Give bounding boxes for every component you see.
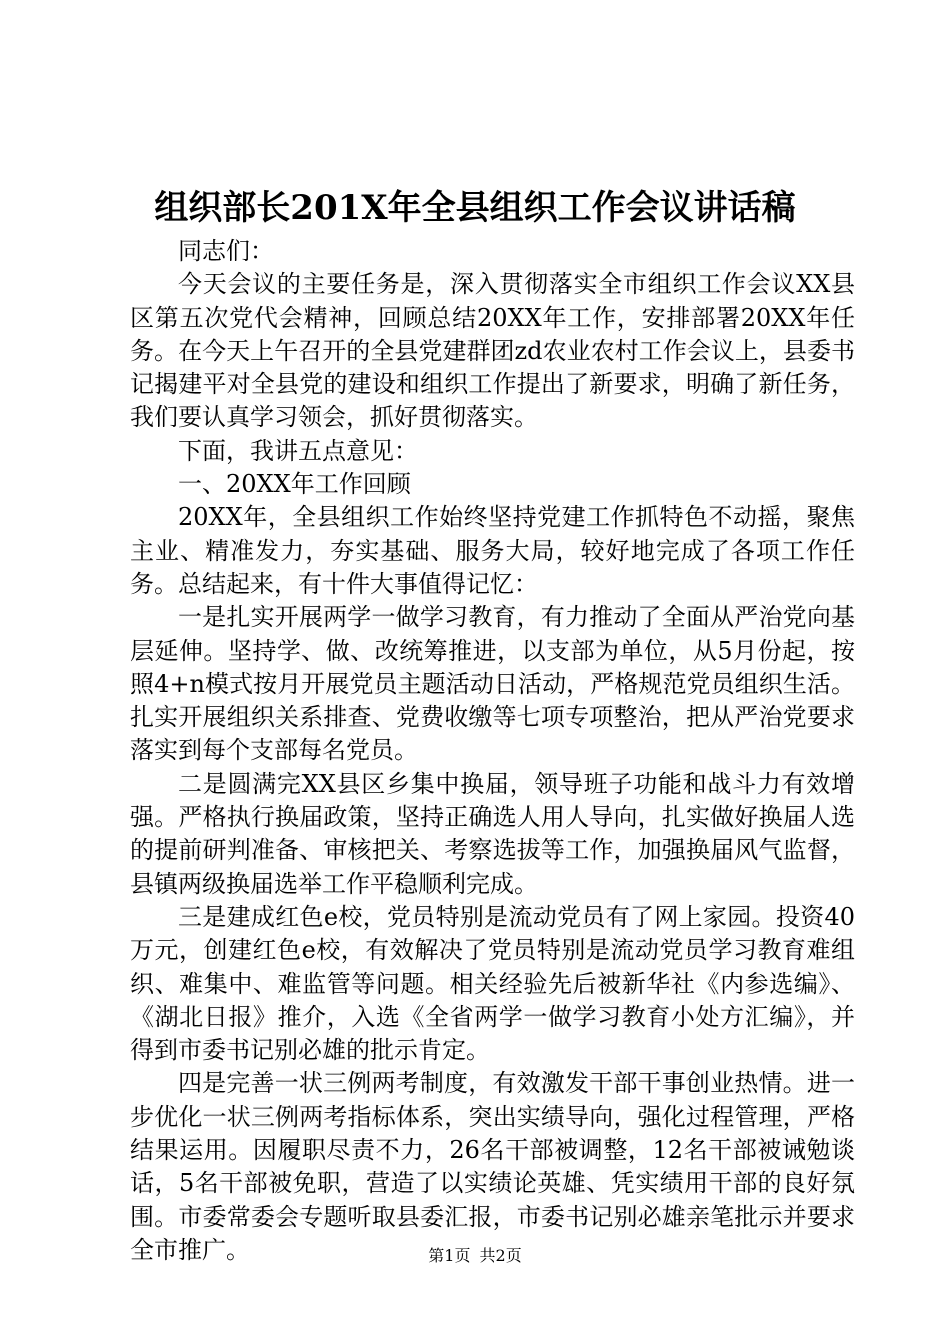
paragraph-item-2: 二是圆满完XX县区乡集中换届，领导班子功能和战斗力有效增强。严格执行换届政策，坚持正确选人用人导向，扎实做好换届人选的提前研判准备、审核把关、考察选拔等工作，加强换届风气监督，县镇两级换届选举工作平稳顺利完成。 <box>130 769 855 898</box>
paragraph-item-4: 四是完善一状三例两考制度，有效激发干部干事创业热情。进一步优化一状三例两考指标体系，突出实绩导向，强化过程管理，严格结果运用。因履职尽责不力，26名干部被调整，12名干部被诫勉谈话，5名干部被免职，营造了以实绩论英雄、凭实绩用干部的良好氛围。市委常委会专题听取县委汇报，市委书记别必雄亲笔批示并要求全市推广。 <box>130 1069 855 1264</box>
page-number: 第1页 <box>428 1246 471 1265</box>
document-title: 组织部长201X年全县组织工作会议讲话稿 <box>154 188 796 228</box>
page-footer <box>0 1245 950 1267</box>
paragraph-intro: 今天会议的主要任务是，深入贯彻落实全市组织工作会议XX县区第五次党代会精神，回顾总结20XX年工作，安排部署20XX年任务。在今天上午召开的全县党建群团zd农业农村工作会议上，县委书记揭建平对全县党的建设和组织工作提出了新要求，明确了新任务，我们要认真学习领会，抓好贯彻落实。 <box>130 270 855 432</box>
salutation: 同志们： <box>178 237 274 265</box>
section-heading: 一、20XX年工作回顾 <box>178 470 411 499</box>
paragraph-item-3: 三是建成红色e校，党员特别是流动党员有了网上家园。投资40万元，创建红色e校，有效解决了党员特别是流动党员学习教育难组织、难集中、难监管等问题。相关经验先后被新华社《内参选编》、《湖北日报》推介，入选《全省两学一做学习教育小处方汇编》，并得到市委书记别必雄的批示肯定。 <box>130 902 855 1065</box>
document-body <box>130 235 855 1267</box>
paragraph-outline: 下面，我讲五点意见： <box>178 436 418 465</box>
page-total: 共2页 <box>479 1246 522 1265</box>
paragraph-summary: 20XX年，全县组织工作始终坚持党建工作抓特色不动摇，聚焦主业、精准发力，夯实基础、服务大局，较好地完成了各项工作任务。总结起来，有十件大事值得记忆： <box>130 503 855 598</box>
paragraph-item-1: 一是扎实开展两学一做学习教育，有力推动了全面从严治党向基层延伸。坚持学、做、改统筹推进，以支部为单位，从5月份起，按照4+n模式按月开展党员主题活动日活动，严格规范党员组织生活。扎实开展组织关系排查、党费收缴等七项专项整治，把从严治党要求落实到每个支部每名党员。 <box>130 603 855 765</box>
